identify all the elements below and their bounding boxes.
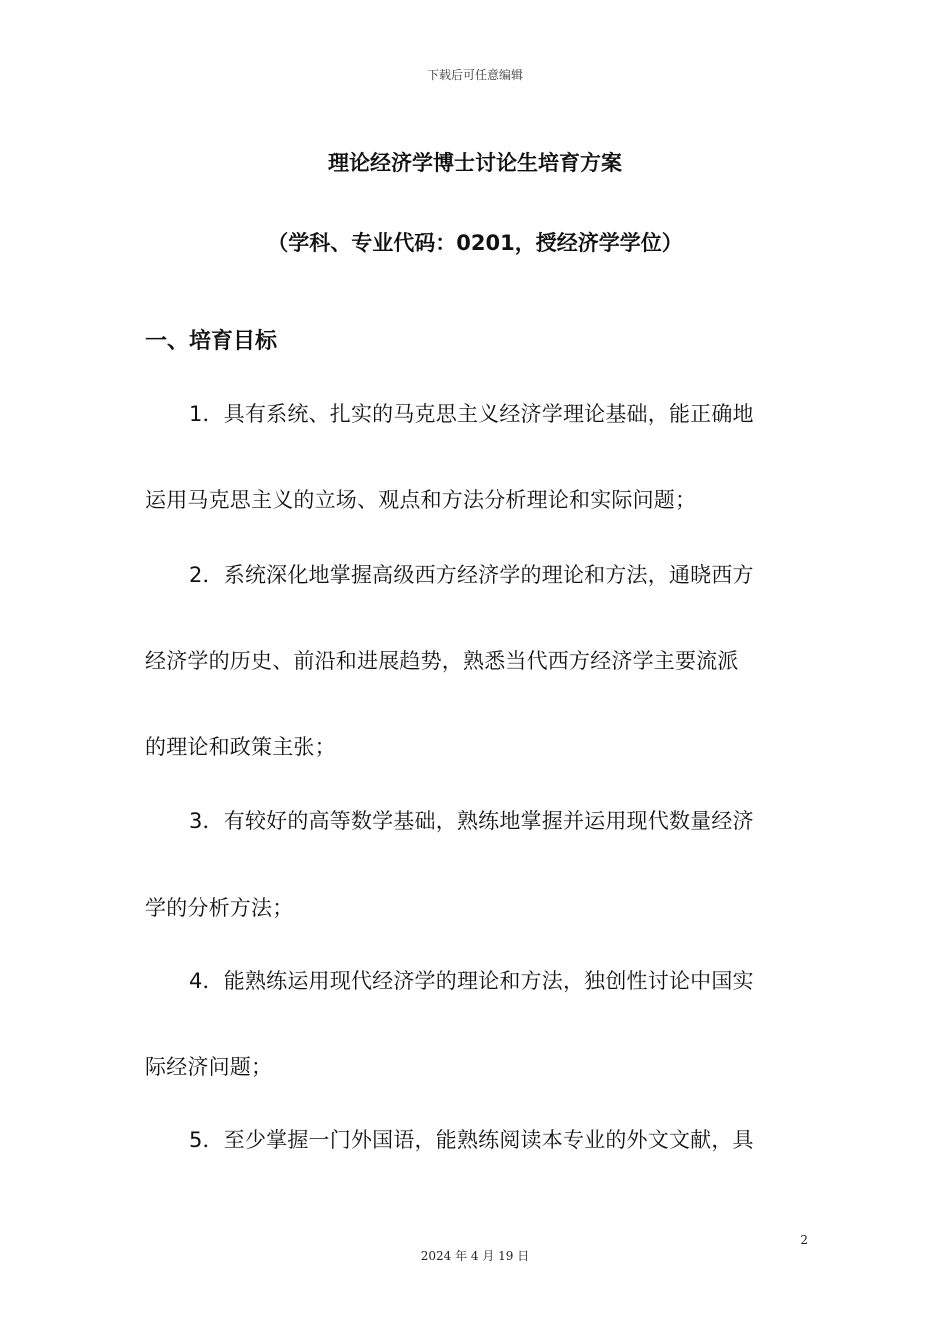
paragraph-line: 学的分析方法； <box>145 896 294 920</box>
footer-date: 2024 年 4 月 19 日 <box>420 1249 530 1263</box>
page-number: 2 <box>800 1233 808 1247</box>
paragraph-line: 的理论和政策主张； <box>145 735 336 759</box>
header-note: 下载后可任意编辑 <box>426 68 523 82</box>
paragraph-line: 际经济问题； <box>145 1055 273 1079</box>
paragraph-line: 4．能熟练运用现代经济学的理论和方法，独创性讨论中国实 <box>189 969 754 993</box>
document-subtitle: （学科、专业代码：0201，授经济学学位） <box>267 231 683 255</box>
paragraph-line: 经济学的历史、前沿和进展趋势，熟悉当代西方经济学主要流派 <box>145 649 739 673</box>
document-title: 理论经济学博士讨论生培育方案 <box>328 151 622 175</box>
section-heading: 一、培育目标 <box>145 329 278 354</box>
paragraph-line: 运用马克思主义的立场、观点和方法分析理论和实际问题； <box>145 488 697 512</box>
paragraph-line: 5．至少掌握一门外国语，能熟练阅读本专业的外文文献，具 <box>189 1128 754 1152</box>
paragraph-line: 3．有较好的高等数学基础，熟练地掌握并运用现代数量经济 <box>189 809 754 833</box>
paragraph-line: 2．系统深化地掌握高级西方经济学的理论和方法，通晓西方 <box>189 563 754 587</box>
paragraph-line: 1．具有系统、扎实的马克思主义经济学理论基础，能正确地 <box>189 402 754 426</box>
